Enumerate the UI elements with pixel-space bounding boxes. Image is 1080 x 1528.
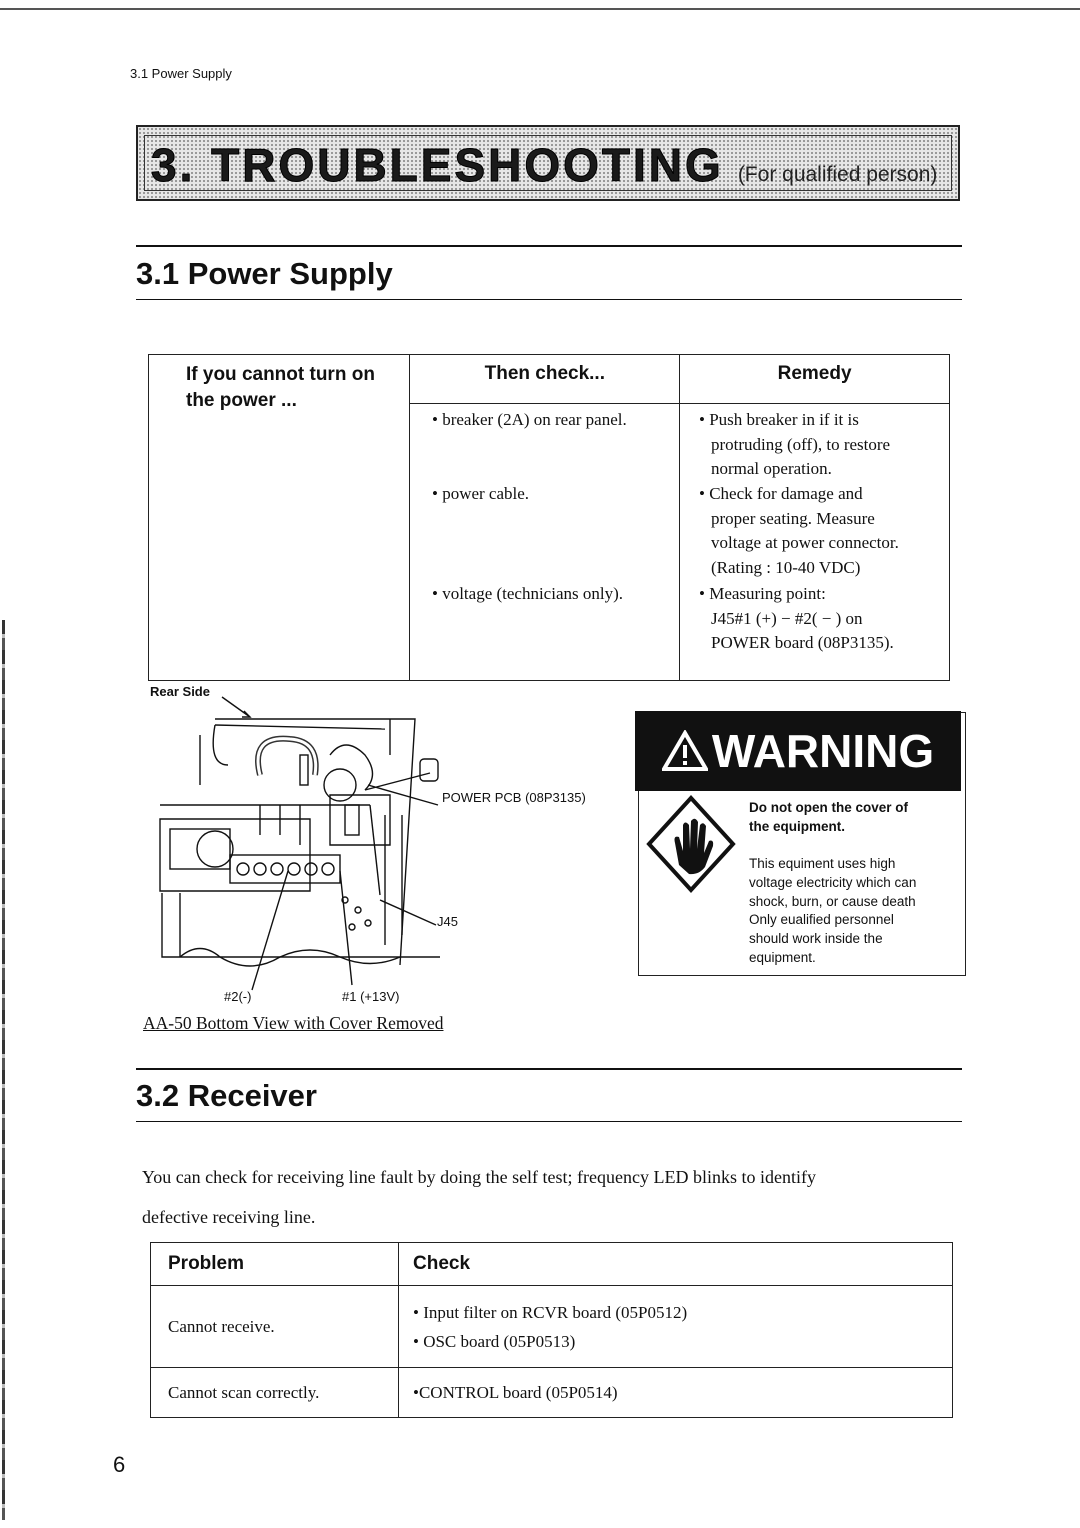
check-item: • breaker (2A) on rear panel. xyxy=(432,410,627,429)
problem-cell: Cannot receive. xyxy=(151,1286,399,1368)
column-header-condition: If you cannot turn on the power ... xyxy=(186,364,375,411)
warning-line: shock, burn, or cause death xyxy=(749,893,916,909)
remedy-line: normal operation. xyxy=(711,459,832,478)
section-heading-receiver: 3.2 Receiver xyxy=(136,1078,317,1113)
section-rule-top xyxy=(136,1068,962,1070)
remedy-line: • Push breaker in if it is xyxy=(699,410,859,429)
figure-label-pin1: #1 (+13V) xyxy=(342,989,400,1004)
figure-caption: AA-50 Bottom View with Cover Removed xyxy=(143,1013,444,1033)
warning-box xyxy=(638,712,966,976)
section-rule-bottom xyxy=(136,299,962,300)
figure-label-power-pcb: POWER PCB (08P3135) xyxy=(442,790,586,805)
column-header-remedy: Remedy xyxy=(680,355,950,404)
check-item: • power cable. xyxy=(432,484,530,503)
warning-triangle-icon xyxy=(662,730,708,772)
check-cell xyxy=(399,1286,953,1368)
hand-hazard-icon xyxy=(645,795,737,893)
warning-body-text xyxy=(749,855,916,968)
check-cell: •CONTROL board (05P0514) xyxy=(399,1368,953,1418)
section-rule-top xyxy=(136,245,962,247)
column-header-problem: Problem xyxy=(151,1243,399,1286)
remedy-line: • Measuring point: xyxy=(699,584,826,603)
warning-line: the equipment. xyxy=(749,819,846,834)
scan-top-edge xyxy=(0,8,1080,10)
problem-cell: Cannot scan correctly. xyxy=(151,1368,399,1418)
remedy-line: • Check for damage and xyxy=(699,484,863,503)
chapter-banner xyxy=(136,125,960,201)
figure-label-j45: J45 xyxy=(437,914,458,929)
warning-line: Only eualified personnel xyxy=(749,912,894,928)
remedy-item xyxy=(699,408,890,482)
remedy-line: (Rating : 10-40 VDC) xyxy=(711,557,861,577)
check-cell xyxy=(410,404,680,681)
column-header-check: Check xyxy=(399,1243,953,1286)
table-row xyxy=(151,1368,953,1418)
receiver-paragraph xyxy=(142,1157,816,1237)
chapter-title: 3. TROUBLESHOOTING xyxy=(151,139,724,191)
remedy-line: J45#1 (+) − #2( − ) on xyxy=(711,608,863,628)
warning-title: WARNING xyxy=(711,725,935,777)
warning-line: voltage electricity which can xyxy=(749,874,917,890)
remedy-line: protruding (off), to restore xyxy=(711,434,891,454)
equipment-bottom-view-illustration xyxy=(140,695,630,1010)
receiver-troubleshoot-table xyxy=(150,1242,953,1418)
check-item: • voltage (technicians only). xyxy=(432,584,624,603)
check-item: • OSC board (05P0513) xyxy=(413,1331,576,1351)
remedy-item xyxy=(699,482,899,580)
warning-line: Do not open the cover of xyxy=(749,800,909,815)
figure-label-pin2: #2(-) xyxy=(224,989,252,1004)
paragraph-line: defective receiving line. xyxy=(142,1207,316,1227)
table-row xyxy=(151,1286,953,1368)
paragraph-line: You can check for receiving line fault by doing the self test; frequency LED blinks to identify xyxy=(142,1167,816,1187)
table-header-cell xyxy=(149,355,410,681)
section-heading-power: 3.1 Power Supply xyxy=(136,256,393,291)
remedy-line: voltage at power connector. xyxy=(711,533,899,552)
remedy-line: proper seating. Measure xyxy=(711,508,875,528)
figure-label-rear-side: Rear Side xyxy=(150,684,210,699)
scan-left-edge xyxy=(2,620,5,1520)
warning-line: should work inside the xyxy=(749,931,883,947)
section-rule-bottom xyxy=(136,1121,962,1122)
column-header-check: Then check... xyxy=(410,355,680,404)
warning-line: equipment. xyxy=(749,949,816,965)
page-number: 6 xyxy=(113,1452,126,1477)
warning-header xyxy=(635,711,961,791)
warning-line: This equiment uses high xyxy=(749,856,896,871)
remedy-line: POWER board (08P3135). xyxy=(711,633,894,652)
running-header: 3.1 Power Supply xyxy=(130,66,232,81)
warning-bold-text xyxy=(749,798,908,836)
remedy-item xyxy=(699,582,894,656)
check-item: • Input filter on RCVR board (05P0512) xyxy=(413,1302,688,1322)
chapter-subtitle: (For qualified person) xyxy=(737,163,938,186)
